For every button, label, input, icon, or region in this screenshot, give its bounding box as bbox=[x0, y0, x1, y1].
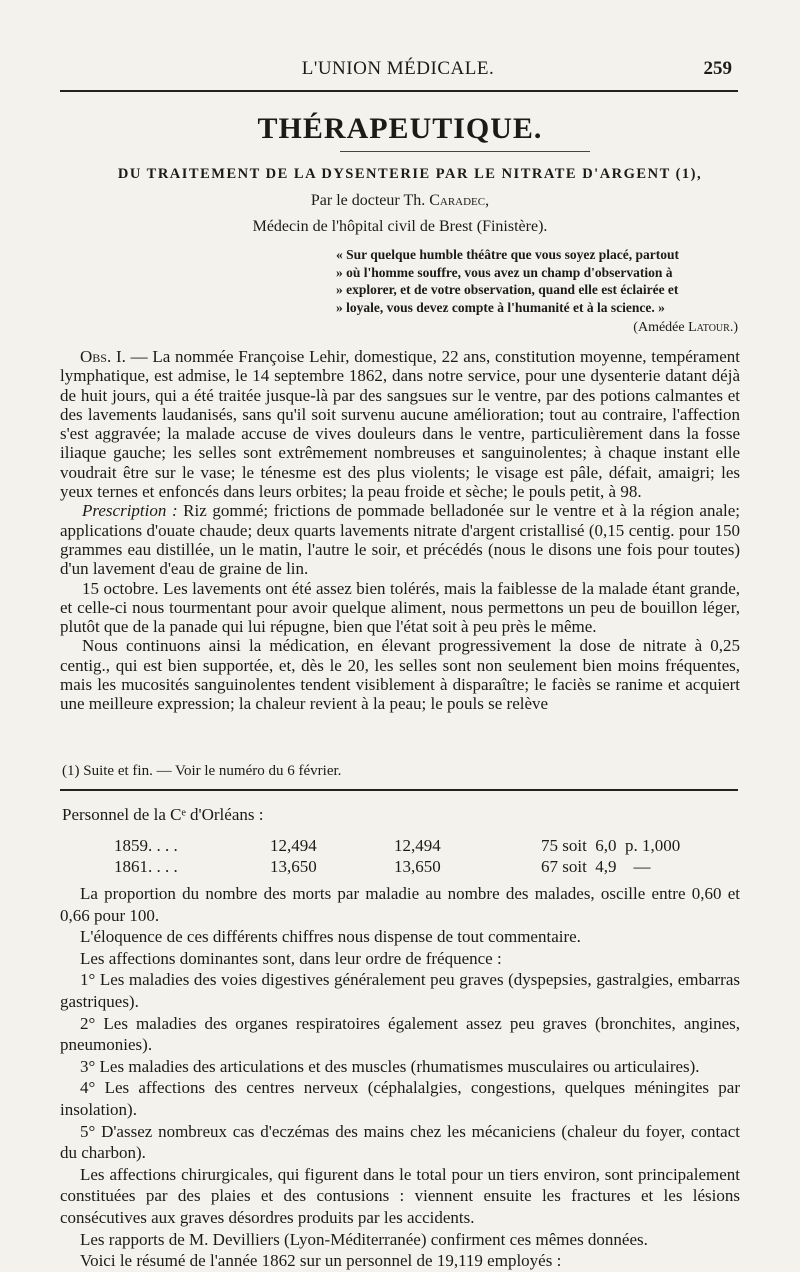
author-name: Caradec bbox=[429, 192, 486, 209]
journal-title: L'UNION MÉDICALE. bbox=[301, 58, 495, 79]
body-paragraph: Les affections dominantes sont, dans leur ordre de fréquence : bbox=[80, 948, 502, 968]
section-rule bbox=[340, 151, 590, 152]
attribution-open: (Amédée bbox=[633, 320, 689, 335]
body-paragraph: La proportion du nombre des morts par maladie au nombre des malades, oscille entre 0,60 et 0,66 pour 100. bbox=[60, 884, 740, 925]
author-affiliation: Médecin de l'hôpital civil de Brest (Finistère). bbox=[252, 218, 548, 235]
body-paragraph: Les affections chirurgicales, qui figurent dans le total pour un tiers environ, sont principalement constituées par des plaies et des contusions : viennent ensuite les fractures et les lésions consécutives aux graves désordres produits par les accidents. bbox=[60, 1164, 740, 1227]
attribution-close: .) bbox=[729, 320, 738, 335]
epigraph-attribution bbox=[336, 319, 738, 337]
epigraph-line: » où l'homme souffre, vous avez un champ d'observation à bbox=[336, 264, 673, 280]
personnel-table bbox=[0, 836, 800, 878]
article-title: DU TRAITEMENT DE LA DYSENTERIE PAR LE NITRATE D'ARGENT (1), bbox=[117, 166, 703, 182]
body-paragraph: Voici le résumé de l'année 1862 sur un personnel de 19,119 employés : bbox=[80, 1251, 562, 1271]
table-row bbox=[0, 857, 800, 878]
body-paragraph: Les rapports de M. Devilliers (Lyon-Méditerranée) confirment ces mêmes données. bbox=[80, 1229, 648, 1249]
attribution-name: Latour bbox=[688, 320, 730, 335]
observation-label: Obs. I. bbox=[80, 347, 126, 366]
body-paragraph: 1° Les maladies des voies digestives généralement peu graves (dyspepsies, gastralgies, embarras gastriques). bbox=[60, 970, 740, 1011]
epigraph-line: « Sur quelque humble théâtre que vous soyez placé, partout bbox=[336, 247, 680, 262]
prescription-paragraph bbox=[60, 501, 740, 578]
page-number: 259 bbox=[703, 58, 732, 79]
byline-prefix: Par le docteur Th. bbox=[310, 192, 430, 209]
table-row bbox=[0, 836, 800, 857]
personnel-heading: Personnel de la Cᵉ d'Orléans : bbox=[62, 805, 264, 824]
value-cell: 12,494 bbox=[394, 836, 441, 855]
article-end-rule bbox=[60, 789, 738, 791]
body-paragraph: L'éloquence de ces différents chiffres nous dispense de tout commentaire. bbox=[80, 927, 581, 947]
value-cell: 13,650 bbox=[394, 857, 441, 876]
header-rule bbox=[60, 90, 738, 92]
october-paragraph: 15 octobre. Les lavements ont été assez bien tolérés, mais la faiblesse de la malade étant grande, et celle-ci nous tourmentant pour avoir quelque aliment, nous permettons un peu de bouillon léger, plutôt que de la panade qui lui répugne, bien que l'état soit à peu près le même. bbox=[60, 578, 740, 637]
statistics-body bbox=[60, 883, 740, 1272]
byline-suffix: , bbox=[485, 192, 490, 209]
value-cell: 12,494 bbox=[270, 836, 317, 855]
footnote: (1) Suite et fin. — Voir le numéro du 6 février. bbox=[62, 763, 342, 779]
prescription-label: Prescription : bbox=[82, 501, 178, 521]
byline bbox=[0, 192, 800, 210]
running-head bbox=[60, 58, 736, 86]
body-paragraph: 2° Les maladies des organes respiratoires également assez peu graves (bronchites, angines, pneumonies). bbox=[60, 1013, 740, 1055]
value-cell: 13,650 bbox=[270, 857, 317, 876]
article-body bbox=[60, 347, 740, 714]
section-title: THÉRAPEUTIQUE. bbox=[257, 112, 543, 145]
body-paragraph: 3° Les maladies des articulations et des muscles (rhumatismes musculaires ou articulaires). bbox=[80, 1056, 700, 1076]
observation-text: — La nommée Françoise Lehir, domestique, 22 ans, constitution moyenne, tempérament lymphatique, est admise, le 14 septembre 1862, dans notre service, pour une dysenterie datant déjà de huit jours, qui a été traitée jusque-là par des sangsues sur le ventre, par des potions calmantes et des lavements laudanisés, sans qu'il soit survenu aucune amélioration; tout au contraire, l'affection s'est aggravée; la malade accuse de vives douleurs dans le ventre, particulièrement dans la fosse iliaque gauche; les selles sont extrêmement nombreuses et sanguinolentes; à chaque instant elle voudrait être sur le vase; le ténesme est des plus violents; le visage est pâle, défait, amaigri; les yeux ternes et enfoncés dans leurs orbites; la peau froide et sèche; le pouls petit, à 98. bbox=[60, 347, 740, 502]
continuation-paragraph: Nous continuons ainsi la médication, en élevant progressivement la dose de nitrate à 0,25 centig., qui est bien supportée, et, dès le 20, les selles sont non seulement bien moins fréquentes, mais les mucosités sanguinolentes tendent visiblement à disparaître; le faciès se ranime et acquiert une meilleure expression; la chaleur revient à la peau; le pouls se relève bbox=[60, 636, 740, 714]
observation-paragraph bbox=[60, 347, 740, 501]
year-cell: 1861. . . . bbox=[114, 857, 178, 876]
body-paragraph: 4° Les affections des centres nerveux (céphalalgies, congestions, quelques méningites par insolation). bbox=[60, 1078, 740, 1119]
ratio-cell: 75 soit 6,0 p. 1,000 bbox=[541, 836, 681, 855]
prescription-text: Riz gommé; frictions de pommade belladonée sur le ventre et à la région anale; applications d'ouate chaude; deux quarts lavements nitrate d'argent cristallisé (0,15 centig. pour 150 grammes eau distillée, un le matin, l'autre le soir, et précédés (nous le disons une fois pour toutes) d'un lavement d'eau de graine de lin. bbox=[60, 501, 740, 579]
epigraph-line: » explorer, et de votre observation, quand elle est éclairée et bbox=[336, 282, 679, 297]
epigraph-line: » loyale, vous devez compte à l'humanité et à la science. » bbox=[336, 299, 665, 315]
body-paragraph: 5° D'assez nombreux cas d'eczémas des mains chez les mécaniciens (chaleur du foyer, contact du charbon). bbox=[60, 1121, 740, 1163]
epigraph bbox=[336, 246, 738, 337]
year-cell: 1859. . . . bbox=[114, 836, 178, 855]
ratio-cell: 67 soit 4,9 — bbox=[541, 857, 651, 876]
